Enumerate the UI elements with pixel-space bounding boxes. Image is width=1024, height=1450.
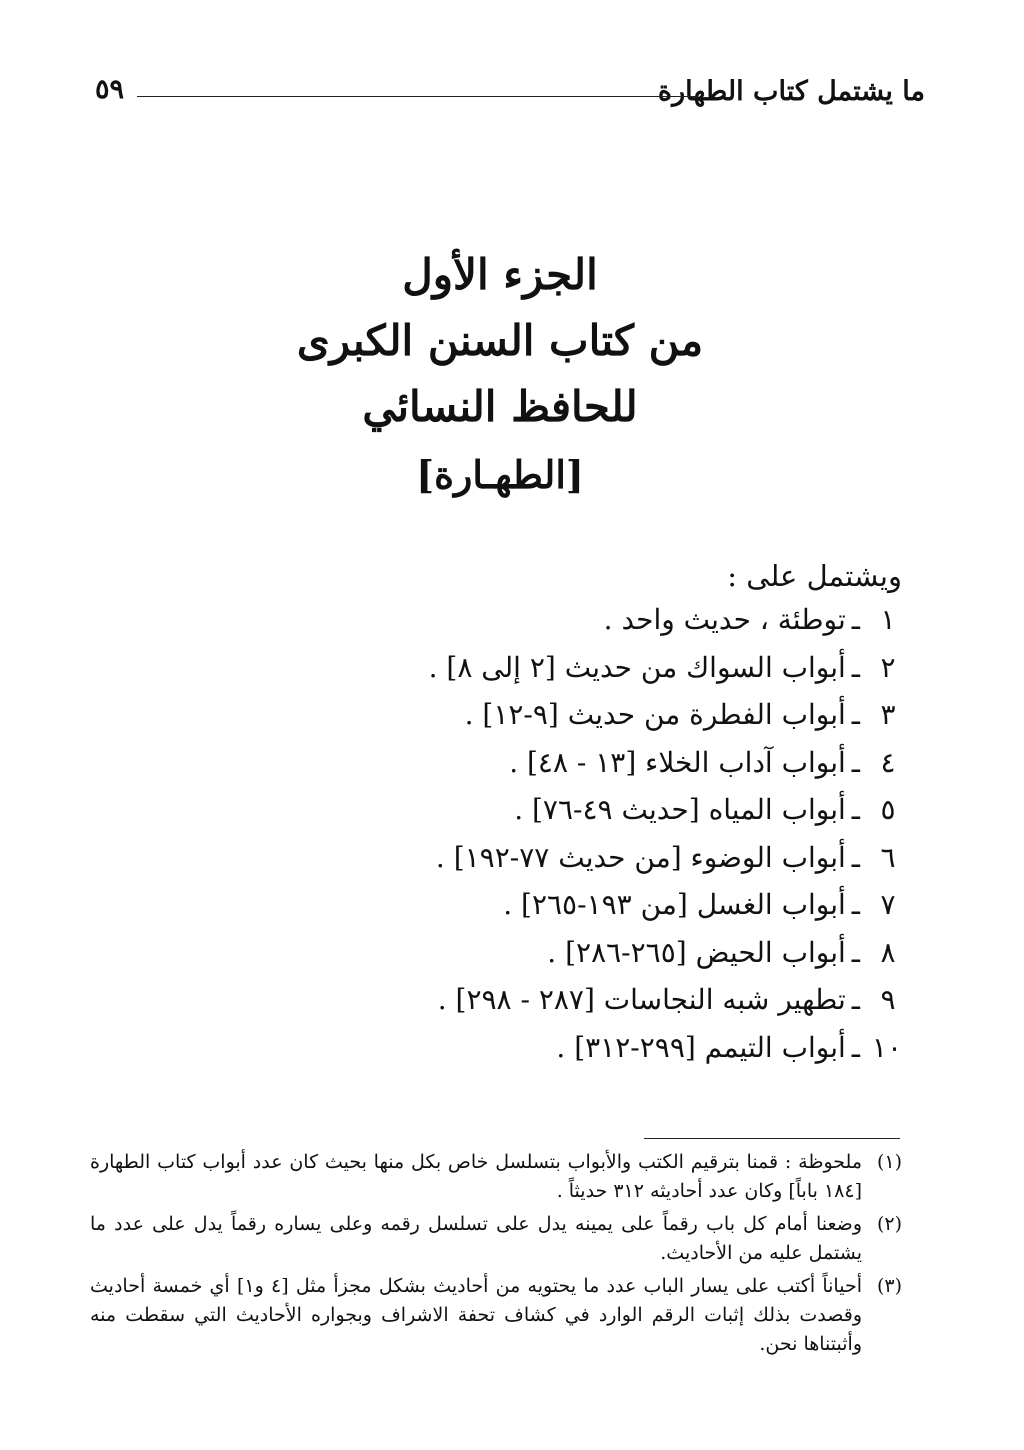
footnote	[90, 1272, 902, 1359]
header-rule	[137, 96, 697, 97]
item-text: توطئة ، حديث واحد .	[603, 603, 846, 636]
item-number: ٣	[880, 698, 896, 731]
title-line-3: للحافظ النسائي	[362, 382, 638, 431]
item-dash: ـ	[851, 888, 860, 921]
item-text: أبواب الفطرة من حديث [٩-١٢] .	[464, 698, 846, 731]
item-dash: ـ	[851, 745, 860, 779]
item-text: أبواب الوضوء [من حديث ٧٧-١٩٢] .	[435, 840, 846, 874]
contents-list	[382, 596, 902, 1071]
item-text: أبواب المياه [حديث ٤٩-٧٦] .	[514, 793, 846, 826]
item-dash: ـ	[851, 935, 860, 969]
list-item	[382, 929, 902, 977]
item-dash: ـ	[851, 793, 860, 826]
footnote-rule	[644, 1138, 900, 1139]
title-line-1: الجزء الأول	[402, 250, 598, 299]
footnote-text: ملحوظة : قمنا بترقيم الكتب والأبواب بتسلسل خاص بكل منها بحيث كان عدد أبواب كتاب الطهارة [١٨٤ باباً] وكان عدد أحاديثه ٣١٢ حديثاً .	[90, 1151, 862, 1202]
list-item	[382, 976, 902, 1024]
list-item	[382, 739, 902, 787]
item-text: أبواب الحيض [٢٦٥-٢٨٦] .	[547, 935, 846, 969]
item-dash: ـ	[851, 650, 860, 684]
list-item	[382, 596, 902, 644]
page-number: ٥٩	[95, 74, 125, 105]
title-line-2: من كتاب السنن الكبرى	[296, 316, 704, 365]
item-dash: ـ	[851, 603, 860, 636]
item-dash: ـ	[851, 1030, 860, 1064]
running-header	[95, 72, 925, 116]
item-dash: ـ	[851, 698, 860, 731]
contents-intro: ويشتمل على :	[727, 559, 902, 593]
item-dash: ـ	[851, 983, 860, 1016]
list-item	[382, 1024, 902, 1072]
item-number: ٤	[880, 745, 896, 779]
footnote-text: أحياناً أكتب على يسار الباب عدد ما يحتويه من أحاديث بشكل مجزأ مثل [٤ و١] أي خمسة أحاديث وقصدت بذلك إثبات الرقم الوارد في كشاف تحفة الاشراف وبجواره الأحاديث التي سقطت منه وأثبتناها نحن.	[90, 1275, 862, 1355]
title-block	[200, 242, 800, 506]
running-header-title: ما يشتمل كتاب الطهارة	[657, 76, 925, 107]
list-item	[382, 644, 902, 692]
item-number: ١	[880, 603, 896, 636]
item-text: أبواب الغسل [من ١٩٣-٢٦٥] .	[503, 888, 846, 921]
item-number: ٢	[880, 650, 896, 684]
footnote-number: (٣)	[876, 1275, 902, 1297]
item-text: أبواب آداب الخلاء [١٣ - ٤٨] .	[509, 745, 846, 779]
item-text: أبواب السواك من حديث [٢ إلى ٨] .	[428, 650, 846, 684]
item-text: تطهير شبه النجاسات [٢٨٧ - ٢٩٨] .	[437, 983, 846, 1016]
list-item	[382, 691, 902, 739]
footnotes-section	[90, 1148, 902, 1363]
list-item	[382, 834, 902, 882]
footnote-number: (٢)	[876, 1213, 902, 1235]
footnote	[90, 1148, 902, 1206]
item-number: ٩	[880, 983, 896, 1016]
footnote	[90, 1210, 902, 1268]
item-dash: ـ	[851, 840, 860, 874]
footnote-number: (١)	[876, 1151, 902, 1173]
footnote-text: وضعنا أمام كل باب رقماً على يمينه يدل على تسلسل رقمه وعلى يساره رقماً يدل على عدد ما يشتمل عليه من الأحاديث.	[90, 1213, 862, 1264]
contents-section	[382, 556, 902, 1071]
list-item	[382, 881, 902, 929]
item-text: أبواب التيمم [٢٩٩-٣١٢] .	[556, 1030, 846, 1064]
item-number: ٦	[880, 840, 896, 874]
item-number: ٨	[880, 935, 896, 969]
title-line-4: [الطهـارة]	[416, 452, 584, 497]
item-number: ١٠	[871, 1030, 902, 1064]
item-number: ٥	[880, 793, 896, 826]
list-item	[382, 786, 902, 834]
item-number: ٧	[880, 888, 896, 921]
